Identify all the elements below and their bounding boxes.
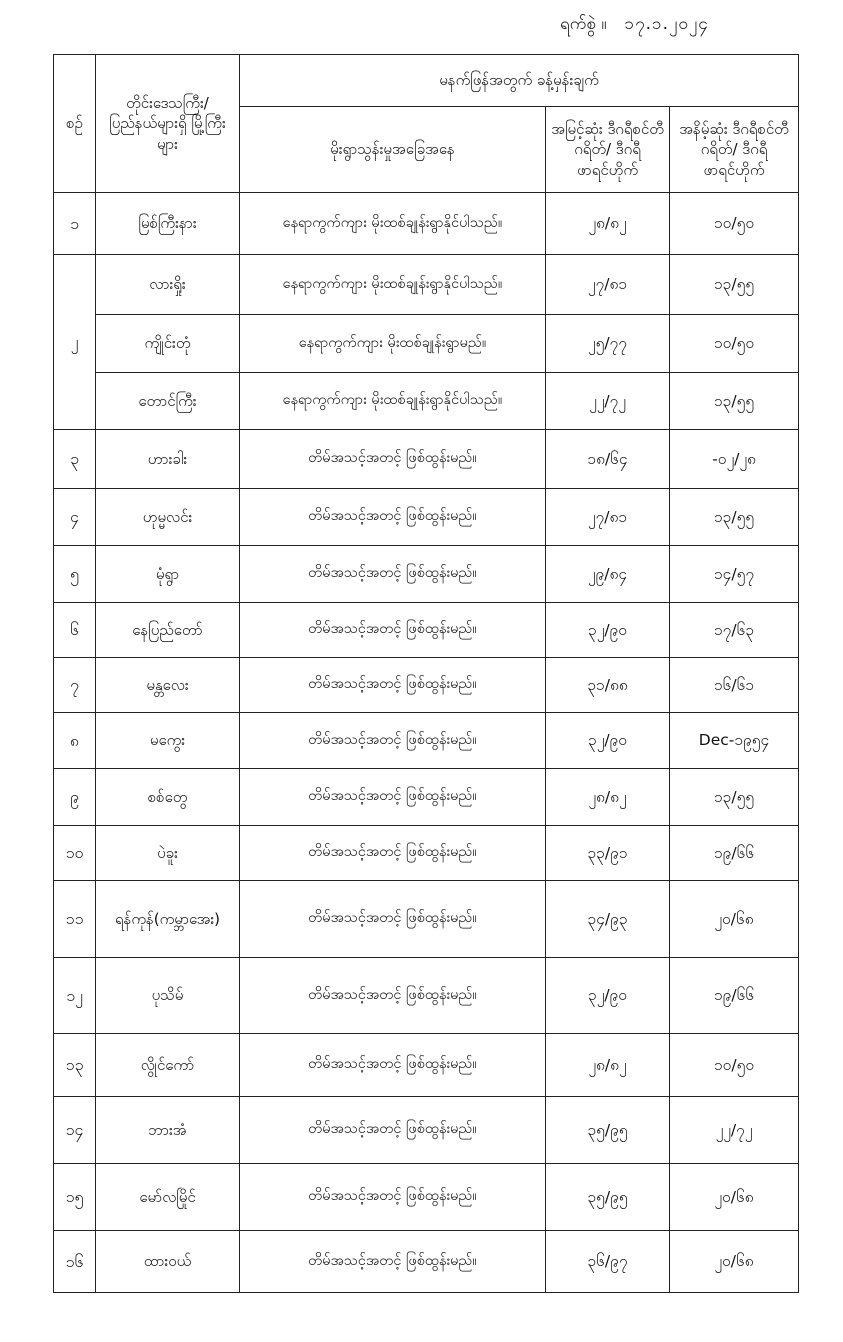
condition-cell: တိမ်အသင့်အတင့် ဖြစ်ထွန်းမည်။ xyxy=(240,769,546,826)
max-temp-cell: ၂၇/၈၁ xyxy=(546,489,670,546)
table-row xyxy=(54,826,799,881)
condition-cell: တိမ်အသင့်အတင့် ဖြစ်ထွန်းမည်။ xyxy=(240,603,546,658)
station-cell: စစ်တွေ xyxy=(96,769,240,826)
min-temp-cell: Dec-၁၉၅၄ xyxy=(670,713,799,769)
table-row xyxy=(54,193,799,255)
min-temp-cell: ၂၂/၇၂ xyxy=(670,1097,799,1164)
table-row xyxy=(54,489,799,546)
station-cell: လွိုင်ကော် xyxy=(96,1034,240,1097)
max-temp-cell: ၃၅/၉၅ xyxy=(546,1164,670,1231)
condition-cell: တိမ်အသင့်အတင့် ဖြစ်ထွန်းမည်။ xyxy=(240,489,546,546)
col-header-serial: စဉ် xyxy=(54,55,96,193)
date-label: ရက်စွဲ ။ xyxy=(560,13,607,34)
station-cell: ရန်ကုန်(ကမ္ဘာအေး) xyxy=(96,881,240,958)
max-temp-cell: ၂၈/၈၂ xyxy=(546,1034,670,1097)
serial-cell: ၁၂ xyxy=(54,958,96,1034)
col-header-forecast-group: မနက်ဖြန်အတွက် ခန့်မှန်းချက် xyxy=(240,55,799,107)
serial-cell: ၄ xyxy=(54,489,96,546)
table-row xyxy=(54,881,799,958)
max-temp-cell: ၂၅/၇၇ xyxy=(546,315,670,373)
min-temp-cell: ၁၀/၅၀ xyxy=(670,193,799,255)
station-cell: မကွေး xyxy=(96,713,240,769)
condition-cell: တိမ်အသင့်အတင့် ဖြစ်ထွန်းမည်။ xyxy=(240,430,546,489)
table-row xyxy=(54,1164,799,1231)
serial-cell: ၁၀ xyxy=(54,826,96,881)
table-row xyxy=(54,1097,799,1164)
min-temp-cell: ၁၉/၆၆ xyxy=(670,826,799,881)
condition-cell: တိမ်အသင့်အတင့် ဖြစ်ထွန်းမည်။ xyxy=(240,1164,546,1231)
min-temp-cell: ၁၆/၆၁ xyxy=(670,658,799,713)
max-temp-cell: ၃၆/၉၇ xyxy=(546,1231,670,1293)
station-cell: ဟုမ္မလင်း xyxy=(96,489,240,546)
serial-cell: ၇ xyxy=(54,658,96,713)
min-temp-cell: ၁၃/၅၅ xyxy=(670,255,799,315)
station-cell: နေပြည်တော် xyxy=(96,603,240,658)
table-row xyxy=(54,430,799,489)
min-temp-cell: ၁၉/၆၆ xyxy=(670,958,799,1034)
station-cell: တောင်ကြီး xyxy=(96,373,240,430)
condition-cell: တိမ်အသင့်အတင့် ဖြစ်ထွန်းမည်။ xyxy=(240,958,546,1034)
min-temp-cell: ၁၄/၅၇ xyxy=(670,546,799,603)
min-temp-cell: ၁၇/၆၃ xyxy=(670,603,799,658)
serial-cell: ၆ xyxy=(54,603,96,658)
station-cell: ပဲခူး xyxy=(96,826,240,881)
max-temp-cell: ၂၈/၈၂ xyxy=(546,193,670,255)
table-row xyxy=(54,713,799,769)
station-cell: ဟားခါး xyxy=(96,430,240,489)
table-row xyxy=(54,315,799,373)
date-value: ၁၇.၁.၂၀၂၄ xyxy=(624,13,709,34)
serial-cell: ၁ xyxy=(54,193,96,255)
station-cell: ပုသိမ် xyxy=(96,958,240,1034)
min-temp-cell: ၂၀/၆၈ xyxy=(670,1231,799,1293)
station-cell: မုံရွာ xyxy=(96,546,240,603)
min-temp-cell: ၁၀/၅၀ xyxy=(670,315,799,373)
serial-cell: ၁၅ xyxy=(54,1164,96,1231)
max-temp-cell: ၃၄/၉၃ xyxy=(546,881,670,958)
forecast-table xyxy=(53,54,799,1293)
col-header-max: အမြင့်ဆုံး ဒီဂရီစင်တီဂရိတ်/ ဒီဂရီဖာရင်ဟိုက် xyxy=(546,107,670,193)
max-temp-cell: ၁၈/၆၄ xyxy=(546,430,670,489)
min-temp-cell: ၁၀/၅၀ xyxy=(670,1034,799,1097)
serial-cell: ၁၁ xyxy=(54,881,96,958)
col-header-min: အနိမ့်ဆုံး ဒီဂရီစင်တီဂရိတ်/ ဒီဂရီဖာရင်ဟိုက် xyxy=(670,107,799,193)
min-temp-cell: -၀၂/၂၈ xyxy=(670,430,799,489)
table-row xyxy=(54,373,799,430)
max-temp-cell: ၂၂/၇၂ xyxy=(546,373,670,430)
table-row xyxy=(54,1231,799,1293)
col-header-station: တိုင်းဒေသကြီး/ ပြည်နယ်များရှိ မြို့ကြီးများ xyxy=(96,55,240,193)
max-temp-cell: ၃၂/၉၀ xyxy=(546,603,670,658)
condition-cell: တိမ်အသင့်အတင့် ဖြစ်ထွန်းမည်။ xyxy=(240,1231,546,1293)
serial-cell: ၅ xyxy=(54,546,96,603)
max-temp-cell: ၃၂/၉၀ xyxy=(546,958,670,1034)
condition-cell: နေရာကွက်ကျား မိုးထစ်ချုန်းရွာနိုင်ပါသည်။ xyxy=(240,373,546,430)
table-row xyxy=(54,603,799,658)
serial-cell: ၃ xyxy=(54,430,96,489)
max-temp-cell: ၃၅/၉၅ xyxy=(546,1097,670,1164)
table-row xyxy=(54,255,799,315)
condition-cell: နေရာကွက်ကျား မိုးထစ်ချုန်းရွာနိုင်ပါသည်။ xyxy=(240,193,546,255)
station-cell: မြစ်ကြီးနား xyxy=(96,193,240,255)
serial-cell: ၁၄ xyxy=(54,1097,96,1164)
table-row xyxy=(54,958,799,1034)
condition-cell: တိမ်အသင့်အတင့် ဖြစ်ထွန်းမည်။ xyxy=(240,1034,546,1097)
serial-cell: ၈ xyxy=(54,713,96,769)
max-temp-cell: ၂၇/၈၁ xyxy=(546,255,670,315)
serial-cell: ၂ xyxy=(54,255,96,430)
header-row-top xyxy=(54,55,799,107)
col-header-condition: မိုးရွာသွန်းမှုအခြေအနေ xyxy=(240,107,546,193)
min-temp-cell: ၁၃/၅၅ xyxy=(670,769,799,826)
station-cell: မန္တလေး xyxy=(96,658,240,713)
table-row xyxy=(54,546,799,603)
condition-cell: တိမ်အသင့်အတင့် ဖြစ်ထွန်းမည်။ xyxy=(240,826,546,881)
station-cell: မော်လမြိုင် xyxy=(96,1164,240,1231)
max-temp-cell: ၃၂/၉၀ xyxy=(546,713,670,769)
condition-cell: တိမ်အသင့်အတင့် ဖြစ်ထွန်းမည်။ xyxy=(240,1097,546,1164)
condition-cell: တိမ်အသင့်အတင့် ဖြစ်ထွန်းမည်။ xyxy=(240,713,546,769)
table-row xyxy=(54,658,799,713)
condition-cell: တိမ်အသင့်အတင့် ဖြစ်ထွန်းမည်။ xyxy=(240,546,546,603)
condition-cell: နေရာကွက်ကျား မိုးထစ်ချုန်းရွာမည်။ xyxy=(240,315,546,373)
max-temp-cell: ၃၃/၉၁ xyxy=(546,826,670,881)
min-temp-cell: ၁၃/၅၅ xyxy=(670,489,799,546)
station-cell: ဘားအံ xyxy=(96,1097,240,1164)
serial-cell: ၁၃ xyxy=(54,1034,96,1097)
date-line xyxy=(560,10,820,40)
station-cell: လားရှိုး xyxy=(96,255,240,315)
max-temp-cell: ၂၉/၈၄ xyxy=(546,546,670,603)
serial-cell: ၉ xyxy=(54,769,96,826)
max-temp-cell: ၃၁/၈၈ xyxy=(546,658,670,713)
table-row xyxy=(54,1034,799,1097)
condition-cell: တိမ်အသင့်အတင့် ဖြစ်ထွန်းမည်။ xyxy=(240,658,546,713)
station-cell: ကျိုင်းတုံ xyxy=(96,315,240,373)
min-temp-cell: ၂၀/၆၈ xyxy=(670,881,799,958)
condition-cell: နေရာကွက်ကျား မိုးထစ်ချုန်းရွာနိုင်ပါသည်။ xyxy=(240,255,546,315)
condition-cell: တိမ်အသင့်အတင့် ဖြစ်ထွန်းမည်။ xyxy=(240,881,546,958)
serial-cell: ၁၆ xyxy=(54,1231,96,1293)
min-temp-cell: ၂၀/၆၈ xyxy=(670,1164,799,1231)
min-temp-cell: ၁၃/၅၅ xyxy=(670,373,799,430)
max-temp-cell: ၂၈/၈၂ xyxy=(546,769,670,826)
table-row xyxy=(54,769,799,826)
station-cell: ထားဝယ် xyxy=(96,1231,240,1293)
